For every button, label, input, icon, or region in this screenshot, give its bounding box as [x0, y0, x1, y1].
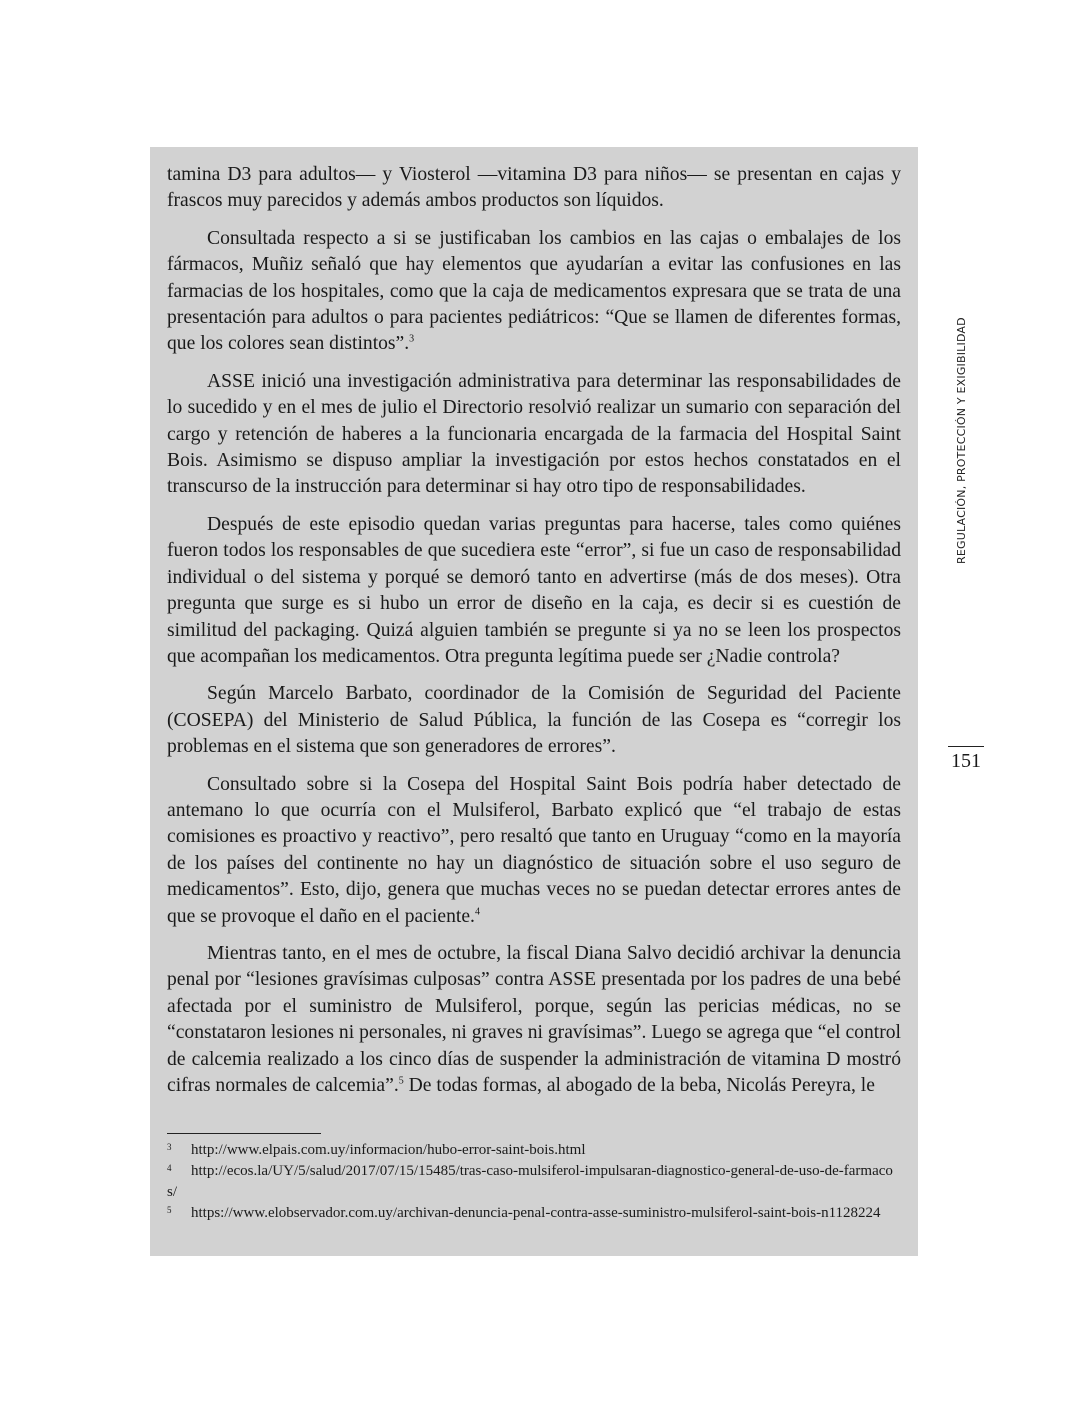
footnote-number: 5 — [167, 1205, 172, 1215]
footnote-ref-3[interactable]: 3 — [409, 333, 415, 345]
paragraph-5 — [167, 681, 901, 760]
footnote-link[interactable]: http://www.elpais.com.uy/informacion/hubo-error-saint-bois.html — [191, 1142, 586, 1158]
footnote-ref-4[interactable]: 4 — [474, 906, 480, 918]
footnote-divider — [167, 1133, 321, 1134]
footnote-ref-5[interactable]: 5 — [398, 1075, 404, 1087]
running-header-vertical: REGULACIÓN, PROTECCIÓN Y EXIGIBILIDAD — [955, 317, 968, 564]
paragraph-6 — [167, 772, 901, 930]
page-number-rule — [948, 746, 984, 747]
footnote-3 — [167, 1140, 901, 1161]
paragraph-1-text: tamina D3 para adultos— y Viosterol —vitamina D3 para niños— se presentan en cajas y frascos muy parecidos y además ambos productos son líquidos. — [167, 164, 901, 212]
paragraph-7 — [167, 941, 901, 1099]
footnote-4 — [167, 1161, 901, 1203]
footnote-link[interactable]: https://www.elobservador.com.uy/archivan-denuncia-penal-contra-asse-suministro-mulsiferol-saint-bois-n1128224 — [191, 1205, 881, 1221]
paragraph-5-text: Según Marcelo Barbato, coordinador de la Comisión de Seguridad del Paciente (COSEPA) del Ministerio de Salud Pública, la función de las Cosepa es “corregir los problemas en el sistema que son generadores de errores”. — [167, 683, 901, 758]
body-text — [167, 162, 901, 1099]
paragraph-4-text: Después de este episodio quedan varias preguntas para hacerse, tales como quiénes fueron todos los responsables de que sucediera este “error”, si fue un caso de responsabilidad individual o del sistema y porqué se demoró tanto en advertirse (más de dos meses). Otra pregunta que surge es si hubo un error de diseño en la caja, es decir si es cuestión de similitud del packaging. Quizá alguien también se pregunte si ya no se leen los prospectos que acompañan los medicamentos. Otra pregunta legítima puede ser ¿Nadie controla? — [167, 513, 901, 667]
paragraph-2 — [167, 226, 901, 358]
paragraph-1 — [167, 162, 901, 215]
paragraph-6-text: Consultado sobre si la Cosepa del Hospital Saint Bois podría haber detectado de antemano lo que ocurría con el Mulsiferol, Barbato explicó que “el trabajo de estas comisiones es proactivo y reactivo”, pero resaltó que tanto en Uruguay “como en la mayoría de los países del continente no hay un diagnóstico de situación sobre el uso seguro de medicamentos”. Esto, dijo, genera que muchas veces no se puedan detectar errores antes de que se provoque el daño en el paciente. — [167, 773, 901, 927]
page-content-box — [150, 147, 918, 1256]
footnote-number: 4 — [167, 1163, 172, 1173]
footnotes-section — [167, 1140, 901, 1224]
paragraph-4 — [167, 512, 901, 670]
paragraph-2-text: Consultada respecto a si se justificaban los cambios en las cajas o embalajes de los fármacos, Muñiz señaló que hay elementos que ayudarían a evitar las confusiones en las farmacias de los hospitales, como que la caja de medicamentos expresara que se trata de una presentación para adultos o para pacientes pediátricos: “Que se llamen de diferentes formas, que los colores sean distintos”. — [167, 227, 901, 355]
footnote-number: 3 — [167, 1142, 172, 1152]
page-number: 151 — [951, 750, 981, 772]
paragraph-7-text: Mientras tanto, en el mes de octubre, la fiscal Diana Salvo decidió archivar la denuncia penal por “lesiones gravísimas culposas” contra ASSE presentada por los padres de una bebé afectada por el suministro de Mulsiferol, porque, según las pericias médicas, no se “constataron lesiones ni personales, ni graves ni gravísimas”. Luego se agrega que “el control de calcemia realizado a los cinco días de suspender la administración de vitamina D mostró cifras normales de calcemia”. — [167, 942, 901, 1096]
paragraph-3 — [167, 369, 901, 501]
footnote-link[interactable]: http://ecos.la/UY/5/salud/2017/07/15/15485/tras-caso-mulsiferol-impulsaran-diagnostico-general-de-uso-de-farmacos/ — [167, 1163, 893, 1200]
footnote-5 — [167, 1203, 901, 1224]
paragraph-3-text: ASSE inició una investigación administrativa para determinar las responsabilidades de lo sucedido y en el mes de julio el Directorio resolvió realizar un sumario con separación del cargo y retención de haberes a la funcionaria encargada de la farmacia del Hospital Saint Bois. Asimismo se dispuso ampliar la investigación por estos hechos constatados en el transcurso de la instrucción para determinar si hay otro tipo de responsabilidades. — [167, 370, 901, 498]
paragraph-7-text-continued: De todas formas, al abogado de la beba, Nicolás Pereyra, le — [403, 1075, 875, 1096]
